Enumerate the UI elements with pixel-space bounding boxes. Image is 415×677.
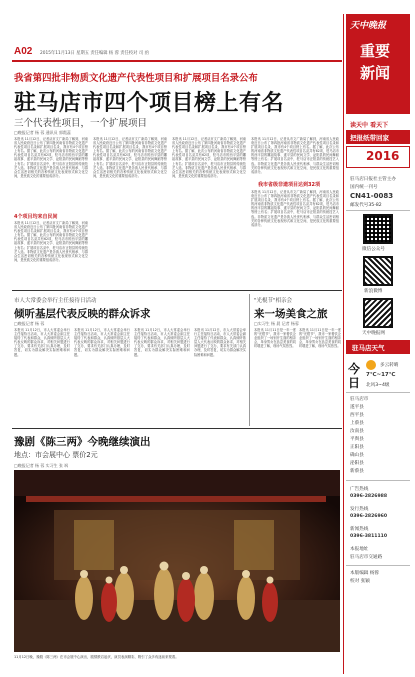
stage-photo-image [14, 470, 340, 652]
story3-byline: □实习生 杨 晨 记者 杨蓉 [254, 321, 299, 326]
story2-body-col4: 本报讯 11月12日，市人大常委会举行主任接待日活动，市人大常委会副主任接待了代表和群众，认真倾听基层人大代表反映的群众诉求，对相关问题进行了交办，要求有关部门认真办理，及时答复，切实为群众解决实际困难和问题。 [194, 328, 246, 357]
story3-tag: "光棍节"相亲会 [254, 298, 293, 304]
list-item: 平舆县 [350, 437, 364, 442]
qr-code-icon [363, 298, 393, 328]
sidebar-cn-number: CN41-0083 [350, 192, 394, 200]
sidebar-divider [346, 210, 410, 211]
qr-label-weibo: 新浪微博 [364, 289, 383, 294]
lead-body-col3: 本报讯 11月12日，记者从市文广新局了解到，河南省人民政府近日公布了第四批河南省非物质文化遗产代表性项目名录和扩展项目名录，我市有4个项目榜上有名。据了解，此次公布的河南省非物质文化遗产代表性项目名录共有62项，驻马店市的西平县的嫘祖故事、遂平县的民间文学、泌阳县的民间舞蹈等榜上有名；扩展项目名录中，驻马店市正阳县的传统技艺入选。非物质文化遗产是各族人民世代相承、与群众生活密切相关的各种传统文化表现形式和文化空间，是民族文化的重要组成部分。 [172, 137, 246, 178]
distribution-label: 发行热线 [350, 507, 369, 512]
lead-deck: 三个代表性项目，一个扩展项目 [14, 118, 148, 129]
page-number: A02 [14, 46, 33, 57]
list-item: 新蔡县 [350, 469, 364, 474]
story2-tag: 市人大常委会举行主任接待日活动 [14, 298, 97, 304]
list-item: 上蔡县 [350, 421, 364, 426]
lead-byline: □晚报记者 杨 蓉 通讯员 郭霞蕊 [14, 130, 71, 135]
story2-byline: □晚报记者 杨 蓉 [14, 321, 45, 326]
weather-wind: 北风3~4级 [366, 383, 390, 388]
sidebar-border [343, 14, 344, 674]
ads-label: 广告热线 [350, 487, 369, 492]
story4-deck: 地点：市会展中心 票价2元 [14, 451, 98, 459]
story4-headline: 豫剧《陈三两》今晚继续演出 [14, 436, 151, 448]
sidebar-publisher: 驻马店日报社主管主办 [350, 177, 396, 182]
weather-date-1: 今 [348, 362, 361, 376]
photo-caption: 11月12日晚，豫剧《陈三两》在市会展中心演出，剧情跌宕起伏，演员表演精彩，吸引了众多戏迷前来观看。 [14, 655, 179, 659]
sidebar-promo-text: 把报纸带回家 [350, 134, 389, 142]
masthead-logo: 天中晚报 [350, 21, 387, 31]
weather-date-2: 日 [348, 376, 361, 390]
lead-body-col1: 本报讯 11月12日，记者从市文广新局了解到，河南省人民政府近日公布了第四批河南省非物质文化遗产代表性项目名录和扩展项目名录，我市有4个项目榜上有名。据了解，此次公布的河南省非物质文化遗产代表性项目名录共有62项，驻马店市的西平县的嫘祖故事、遂平县的民间文学、泌阳县的民间舞蹈等榜上有名；扩展项目名录中，驻马店市正阳县的传统技艺入选。非物质文化遗产是各族人民世代相承、与群众生活密切相关的各种传统文化表现形式和文化空间，是民族文化的重要组成部分。 [14, 137, 88, 178]
qr-label-web: 天中晚报网 [362, 331, 385, 336]
qr-label-wechat: 微信公众号 [362, 247, 385, 252]
list-item: 汝南县 [350, 429, 364, 434]
sidebar-divider [346, 480, 410, 481]
section-title-1: 重要 [360, 42, 391, 60]
sidebar-divider [346, 565, 410, 566]
lead-headline: 驻马店市四个项目榜上有名 [14, 91, 285, 116]
qr-code-icon [363, 214, 393, 244]
list-item: 正阳县 [350, 445, 364, 450]
dateline: 2015年11月13日 星期五 责任编辑 杨 蓉 责任校对 司 函 [40, 51, 149, 56]
section-divider [12, 290, 342, 291]
news-hotline-phone: 0396-3811110 [350, 534, 388, 539]
list-item: 遂平县 [350, 405, 364, 410]
weather-sun-icon [366, 360, 376, 370]
sidebar-promo: 读天中 看天下 [350, 122, 389, 129]
lead-kicker: 我省第四批非物质文化遗产代表性项目和扩展项目名录公布 [14, 73, 258, 84]
weather-title: 驻马店天气 [352, 344, 385, 352]
story3-body-col2: 本报讯 11月11日是一年一度的"光棍节"，我市一家餐饮企业组织了一场别开生面的相亲会，单身男女在品尝美食的同时增进了解，现场气氛热烈。 [299, 328, 341, 349]
sidebar-year: 2016 [366, 149, 400, 163]
distribution-phone: 0396-2826960 [350, 514, 388, 519]
story3-body-col1: 本报讯 11月11日是一年一度的"光棍节"，我市一家餐饮企业组织了一场别开生面的相亲会，单身男女在品尝美食的同时增进了解，现场气氛热烈。 [254, 328, 296, 349]
lead-body-col4: 本报讯 11月12日，记者从市文广新局了解到，河南省人民政府近日公布了第四批河南省非物质文化遗产代表性项目名录和扩展项目名录，我市有4个项目榜上有名。据了解，此次公布的河南省非物质文化遗产代表性项目名录共有62项，驻马店市的西平县的嫘祖故事、遂平县的民间文学、泌阳县的民间舞蹈等榜上有名；扩展项目名录中，驻马店市正阳县的传统技艺入选。非物质文化遗产是各族人民世代相承、与群众生活密切相关的各种传统文化表现形式和文化空间，是民族文化的重要组成部分。 [251, 137, 339, 174]
lead-body-col1b: 本报讯 11月12日，记者从市文广新局了解到，河南省人民政府近日公布了第四批河南省非物质文化遗产代表性项目名录和扩展项目名录，我市有4个项目榜上有名。据了解，此次公布的河南省非物质文化遗产代表性项目名录共有62项，驻马店市的西平县的嫘祖故事、遂平县的民间文学、泌阳县的民间舞蹈等榜上有名；扩展项目名录中，驻马店市正阳县的传统技艺入选。非物质文化遗产是各族人民世代相承、与群众生活密切相关的各种传统文化表现形式和文化空间，是民族文化的重要组成部分。 [14, 221, 88, 262]
section-divider-2 [12, 428, 342, 429]
story2-body-col3: 本报讯 11月12日，市人大常委会举行主任接待日活动，市人大常委会副主任接待了代表和群众，认真倾听基层人大代表反映的群众诉求，对相关问题进行了交办，要求有关部门认真办理，及时答复，切实为群众解决实际困难和问题。 [134, 328, 190, 357]
address: 驻马店市交通路 [350, 555, 383, 560]
ads-phone: 0396-2826988 [350, 494, 388, 499]
story4-byline: □晚报记者 杨 蓉 实习生 张 飒 [14, 463, 69, 468]
story2-body-col2: 本报讯 11月12日，市人大常委会举行主任接待日活动，市人大常委会副主任接待了代表和群众，认真倾听基层人大代表反映的群众诉求，对相关问题进行了交办，要求有关部门认真办理，及时答复，切实为群众解决实际困难和问题。 [74, 328, 130, 357]
address-label: 本报地址 [350, 547, 369, 552]
footer-editor: 本版编辑 杨蓉 [350, 571, 380, 576]
county-weather-list [350, 396, 410, 476]
weather-temp: 7℃~17℃ [366, 372, 396, 378]
masthead-rule [12, 60, 342, 62]
footer-proofreader: 校对 张颖 [350, 579, 370, 584]
weather-condition: 多云转晴 [380, 363, 399, 368]
list-item: 驻马店市 [350, 397, 369, 402]
stage-photo [14, 470, 340, 652]
lead-subhead-2: 我市省级非遗项目达到32项 [258, 182, 320, 188]
story3-headline: 来一场美食之旅 [254, 308, 328, 320]
lead-subhead: 4个项目均来自民间 [14, 214, 58, 220]
list-item: 泌阳县 [350, 461, 364, 466]
sidebar-cn-label: 国内统一刊号 [350, 185, 378, 190]
sidebar-divider [346, 392, 410, 393]
story2-body-col1: 本报讯 11月12日，市人大常委会举行主任接待日活动，市人大常委会副主任接待了代表和群众，认真倾听基层人大代表反映的群众诉求，对相关问题进行了交办，要求有关部门认真办理，及时答复，切实为群众解决实际困难和问题。 [14, 328, 70, 357]
column-divider [249, 294, 250, 426]
lead-body-col4b: 本报讯 11月12日，记者从市文广新局了解到，河南省人民政府近日公布了第四批河南省非物质文化遗产代表性项目名录和扩展项目名录，我市有4个项目榜上有名。据了解，此次公布的河南省非物质文化遗产代表性项目名录共有62项，驻马店市的西平县的嫘祖故事、遂平县的民间文学、泌阳县的民间舞蹈等榜上有名；扩展项目名录中，驻马店市正阳县的传统技艺入选。非物质文化遗产是各族人民世代相承、与群众生活密切相关的各种传统文化表现形式和文化空间，是民族文化的重要组成部分。 [251, 190, 339, 227]
list-item: 确山县 [350, 453, 364, 458]
story2-headline: 倾听基层代表反映的群众诉求 [14, 308, 151, 320]
news-hotline-label: 新闻热线 [350, 527, 369, 532]
sidebar-postal: 邮发代号35-82 [350, 203, 382, 208]
qr-code-icon [363, 256, 393, 286]
lead-body-col2: 本报讯 11月12日，记者从市文广新局了解到，河南省人民政府近日公布了第四批河南省非物质文化遗产代表性项目名录和扩展项目名录，我市有4个项目榜上有名。据了解，此次公布的河南省非物质文化遗产代表性项目名录共有62项，驻马店市的西平县的嫘祖故事、遂平县的民间文学、泌阳县的民间舞蹈等榜上有名；扩展项目名录中，驻马店市正阳县的传统技艺入选。非物质文化遗产是各族人民世代相承、与群众生活密切相关的各种传统文化表现形式和文化空间，是民族文化的重要组成部分。 [93, 137, 167, 178]
list-item: 西平县 [350, 413, 364, 418]
section-title-2: 新闻 [360, 64, 391, 82]
